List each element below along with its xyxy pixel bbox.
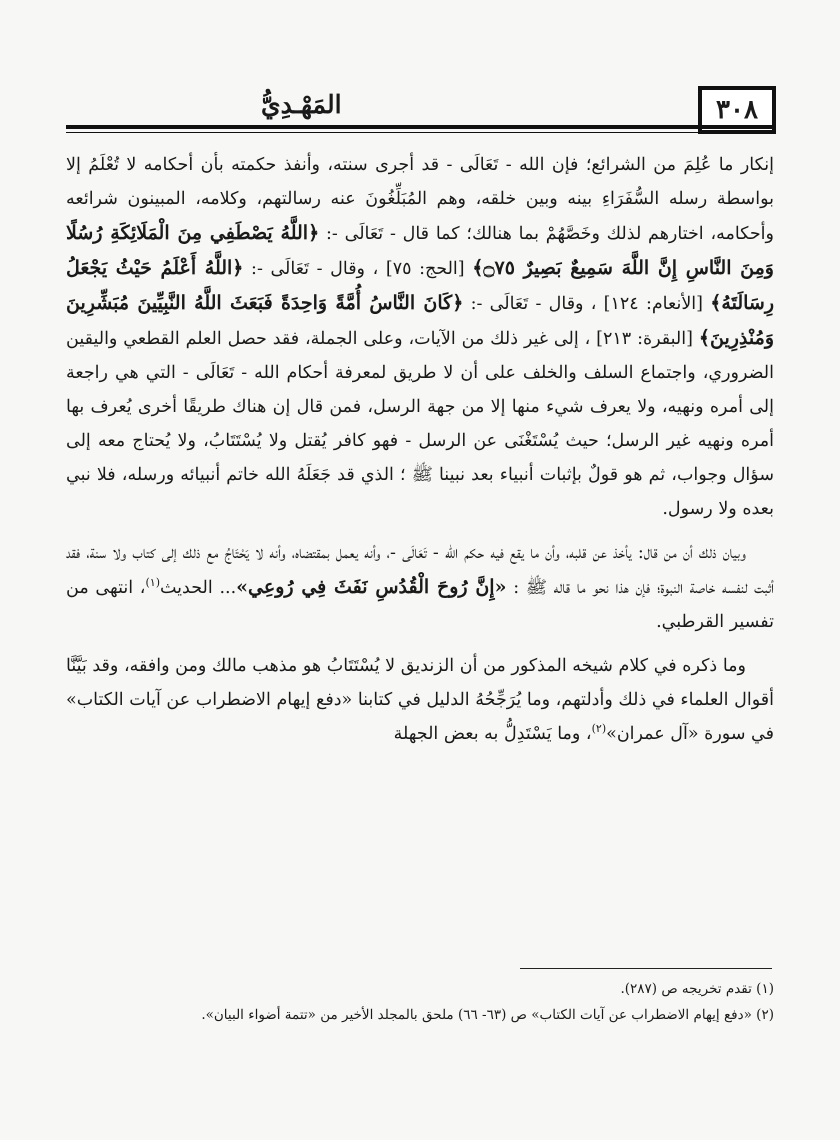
main-text — [66, 148, 774, 761]
quran-verse-anam: ﴿اللَّهُ أَعْلَمُ حَيْثُ يَجْعَلُ رِسَالَتَهُ﴾ — [66, 257, 774, 314]
page-number: ٣٠٨ — [698, 86, 776, 134]
paragraph-2-intro: وبيان ذلك أن من قال: يأخذ عن قلبه، وأن ما يقع فيه حكم الله - تَعَالَى -، وأنه يعمل بمقتضاه، وأنه لا يَحْتَاجُ مع ذلك إلى كتاب ولا سنة، فقد أثبت لنفسه خاصة النبوة؛ فإن هذا نحو ما قاله ﷺ : — [66, 543, 775, 598]
quran-verse-baqara: ﴿كَانَ النَّاسُ أُمَّةً وَاحِدَةً فَبَعَثَ اللَّهُ النَّبِيِّينَ مُبَشِّرِينَ وَمُنْذِرِينَ﴾ — [66, 292, 774, 349]
footnotes — [66, 976, 774, 1028]
paragraph-1-rest: [البقرة: ٢١٣] ، إلى غير ذلك من الآيات، وعلى الجملة، فقد حصل العلم القطعي واليقين الضروري، واجتماع السلف والخلف على أن لا طريق لمعرفة أحكام الله - تَعَالَى - التي هي راجعة إلى أمره ونهيه، ولا يعرف شيء منها إلا من جهة الرسل، فمن قال إن هناك طريقًا أخرى يُعرف بها أمره ونهيه غير الرسل؛ حيث يُسْتَغْنَى عن الرسل - فهو كافر يُقتل ولا يُسْتَتَابُ، ولا يُحتاج معه إلى سؤال وجواب، ثم هو قولٌ بإثبات أنبياء بعد نبينا ﷺ ؛ الذي قد جَعَلَهُ الله خاتم أنبيائه ورسله، فلا نبي بعده ولا رسول. — [66, 329, 774, 519]
footnote-1: (١) تقدم تخريجه ص (٢٨٧). — [620, 981, 774, 997]
header-rule-thin — [66, 132, 776, 133]
page-header — [66, 86, 776, 130]
footnote-separator — [520, 968, 772, 969]
paragraph-3 — [66, 649, 774, 751]
verse-ref-anam: [الأنعام: ١٢٤] ، وقال - تَعَالَى -: — [470, 294, 703, 314]
paragraph-1 — [66, 148, 774, 526]
hadith-tail: ... الحديث — [159, 578, 237, 598]
verse-ref-hajj: [الحج: ٧٥] ، وقال - تَعَالَى -: — [251, 259, 465, 279]
quran-verse-hajj: ﴿اللَّهُ يَصْطَفِي مِنَ الْمَلَائِكَةِ رُسُلًا وَمِنَ النَّاسِ إِنَّ اللَّهَ سَمِيعٌ بَصِيرٌ ۝٧٥﴾ — [66, 222, 774, 279]
paragraph-2-end: ، انتهى من تفسير القرطبي. — [66, 578, 774, 632]
paragraph-3-text: وما ذكره في كلام شيخه المذكور من أن الزنديق لا يُسْتَتَابُ هو مذهب مالك ومن وافقه، وقد بَيَّنَّا أقوال العلماء في ذلك وأدلتهم، وما يُرَجِّحُهُ الدليل في كتابنا «دفع إيهام الاضطراب عن آيات الكتاب» في سورة «آل عمران» — [66, 656, 774, 744]
paragraph-2 — [66, 536, 774, 639]
footnote-ref-2[interactable]: (٢) — [591, 722, 607, 736]
header-rule-thick — [66, 125, 776, 129]
footnote-ref-1[interactable]: (١) — [145, 576, 160, 590]
hadith-quote: «إِنَّ رُوحَ الْقُدُسِ نَفَثَ فِي رُوعِي» — [236, 576, 507, 598]
paragraph-1-intro: إنكار ما عُلِمَ من الشرائع؛ فإن الله - تَعَالَى - قد أجرى سنته، وأنفذ حكمته بأن أحكامه لا تُعْلَمُ إلا بواسطة رسله السُّفَرَاءِ بينه وبين خلقه، وهم المُبَلِّغُونَ عنه رسالتهم، وكلامه، المبينون شرائعه وأحكامه، اختارهم لذلك وخَصَّهُمْ بما هنالك؛ كما قال - تَعَالَى -: — [66, 155, 774, 244]
footnote-2: (٢) «دفع إيهام الاضطراب عن آيات الكتاب» ص (٦٣- ٦٦) ملحق بالمجلد الأخير من «تتمة أضواء البيان». — [201, 1007, 774, 1023]
book-title: المَهْـدِيُّ — [261, 90, 342, 119]
paragraph-3-end: ، وما يَسْتَدِلُّ به بعض الجهلة — [393, 724, 592, 744]
